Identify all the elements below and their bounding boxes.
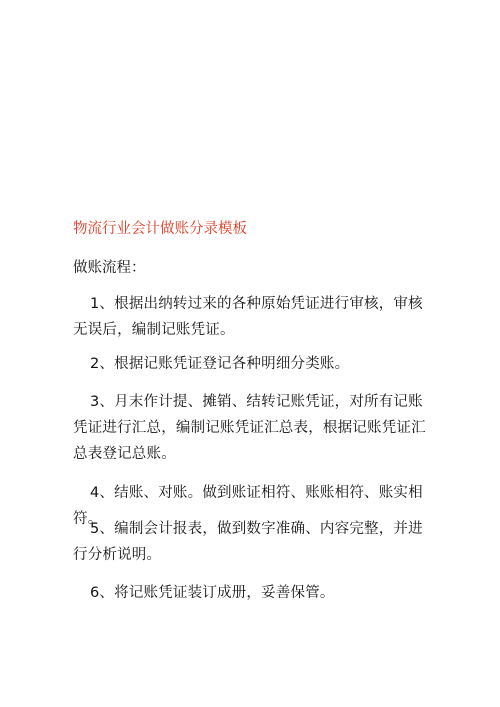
process-step-6: 6、将记账凭证装订成册，妥善保管。 <box>90 585 335 601</box>
section-heading: 做账流程： <box>73 260 146 276</box>
process-step-2: 2、根据记账凭证登记各种明细分类账。 <box>90 356 350 372</box>
process-step-4: 4、结账、对账。做到账证相符、账账相符、账实相符。 <box>73 485 423 527</box>
process-step-1: 1、根据出纳转过来的各种原始凭证进行审核，审核无误后，编制记账凭证。 <box>73 296 423 338</box>
document-title: 物流行业会计做账分录模板 <box>73 221 247 237</box>
process-step-5: 5、编制会计报表，做到数字准确、内容完整，并进行分析说明。 <box>73 521 423 563</box>
process-step-3: 3、月末作计提、摊销、结转记账凭证，对所有记账凭证进行汇总，编制记账凭证汇总表，根据记账凭证汇总表登记总账。 <box>73 394 426 462</box>
